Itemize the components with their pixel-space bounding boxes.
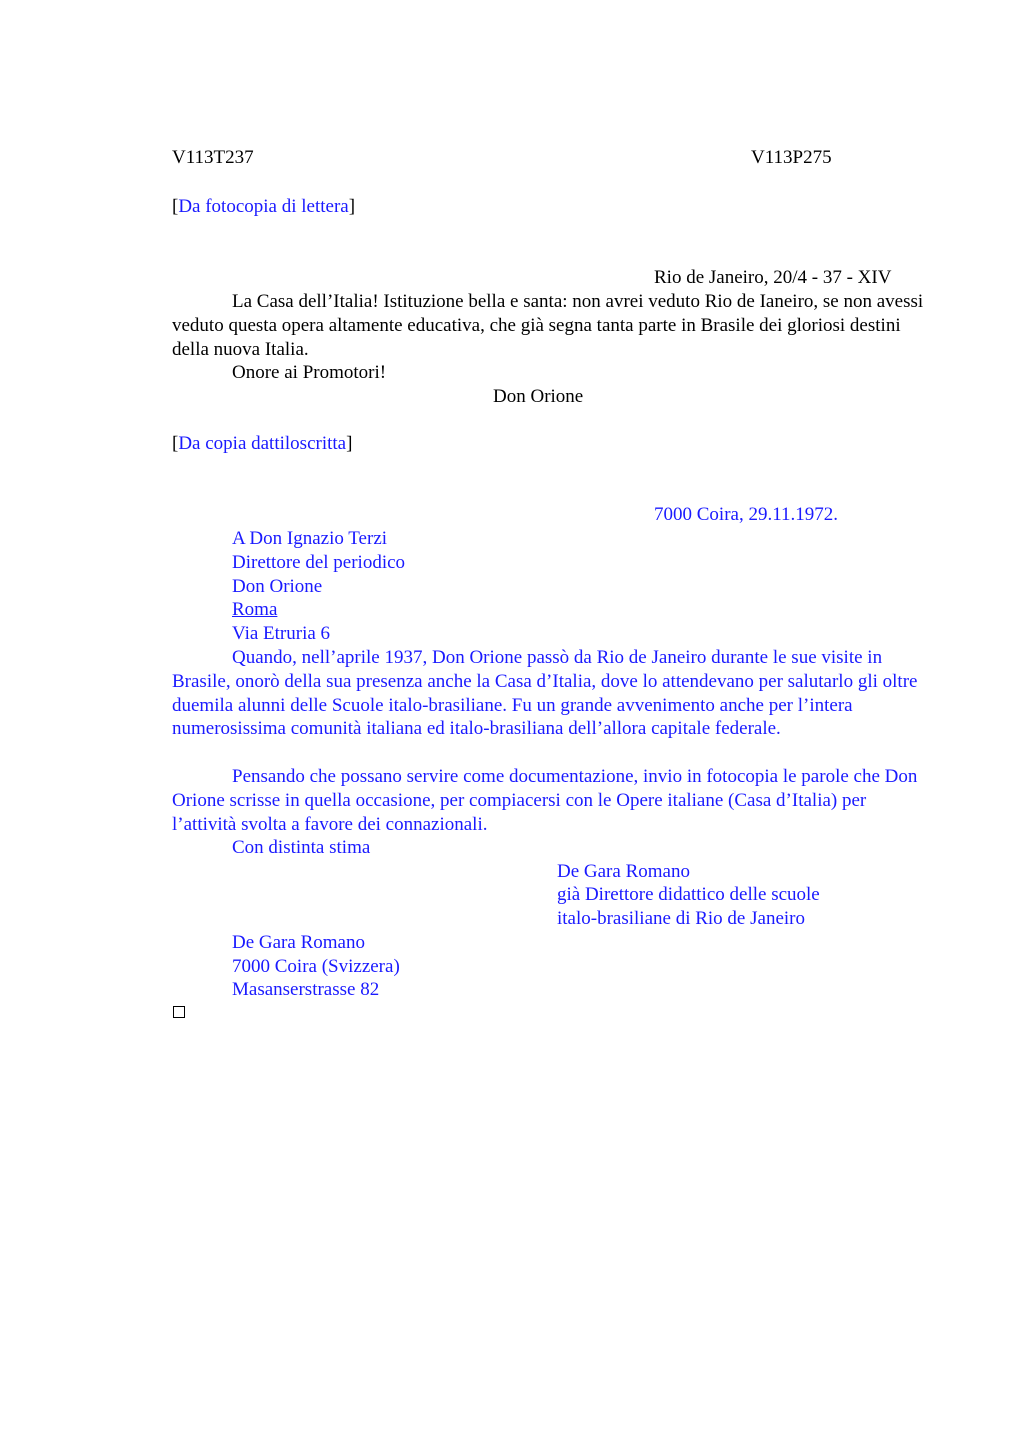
sender-city: 7000 Coira (Svizzera) xyxy=(232,956,400,977)
signature-title: italo-brasiliane di Rio de Janeiro xyxy=(557,908,805,929)
source-label: Da copia dattiloscritta xyxy=(178,433,347,454)
recipient-line: Direttore del periodico xyxy=(232,552,406,573)
document-code-right: V113P275 xyxy=(751,147,832,168)
signature-title: già Direttore didattico delle scuole xyxy=(557,884,820,905)
letter-body-paragraph: La Casa dell’Italia! Istituzione bella e santa: non avrei veduto Rio de Ianeiro, se non avessi veduto questa opera altamente educativa, che già segna tanta parte in Brasile dei gloriosi destini della nuova Italia. xyxy=(172,291,924,360)
source-note-typescript xyxy=(172,432,352,456)
end-marker-box-icon xyxy=(173,1006,185,1018)
document-code-left: V113T237 xyxy=(172,147,254,168)
source-bracket-open: [ xyxy=(172,196,179,217)
source-bracket-close: ] xyxy=(346,433,353,454)
recipient-street: Via Etruria 6 xyxy=(232,623,331,644)
letter2-paragraph: Pensando che possano servire come documentazione, invio in fotocopia le parole che Don Orione scrisse in quella occasione, per compiacersi con le Opere italiane (Casa d’Italia) per l’attività svolta a favore dei connazionali. xyxy=(172,766,918,835)
source-note-letter xyxy=(172,195,355,219)
sender-street: Masanserstrasse 82 xyxy=(232,979,380,1000)
recipient-city: Roma xyxy=(232,599,278,620)
letter2-dateline: 7000 Coira, 29.11.1972. xyxy=(654,504,839,525)
source-bracket-open: [ xyxy=(172,433,179,454)
letter2-closing: Con distinta stima xyxy=(232,837,371,858)
letter2-paragraph: Quando, nell’aprile 1937, Don Orione passò da Rio de Janeiro durante le sue visite in Brasile, onorò della sua presenza anche la Casa d’Italia, dove lo attendevano per salutarlo gli oltre duemila alunni delle Scuole italo-brasiliane. Fu un grande avvenimento anche per l’intera numerosissima comunità italiana ed italo-brasiliana dell’allora capitale federale. xyxy=(172,647,918,740)
letter-closing: Onore ai Promotori! xyxy=(232,362,387,383)
recipient-line: A Don Ignazio Terzi xyxy=(232,528,388,549)
signature-name: De Gara Romano xyxy=(557,861,690,882)
sender-name: De Gara Romano xyxy=(232,932,365,953)
source-label: Da fotocopia di lettera xyxy=(178,196,349,217)
recipient-line: Don Orione xyxy=(232,576,323,597)
letter-signature: Don Orione xyxy=(493,386,584,407)
letter-dateline: Rio de Janeiro, 20/4 - 37 - XIV xyxy=(654,267,892,288)
source-bracket-close: ] xyxy=(348,196,356,217)
